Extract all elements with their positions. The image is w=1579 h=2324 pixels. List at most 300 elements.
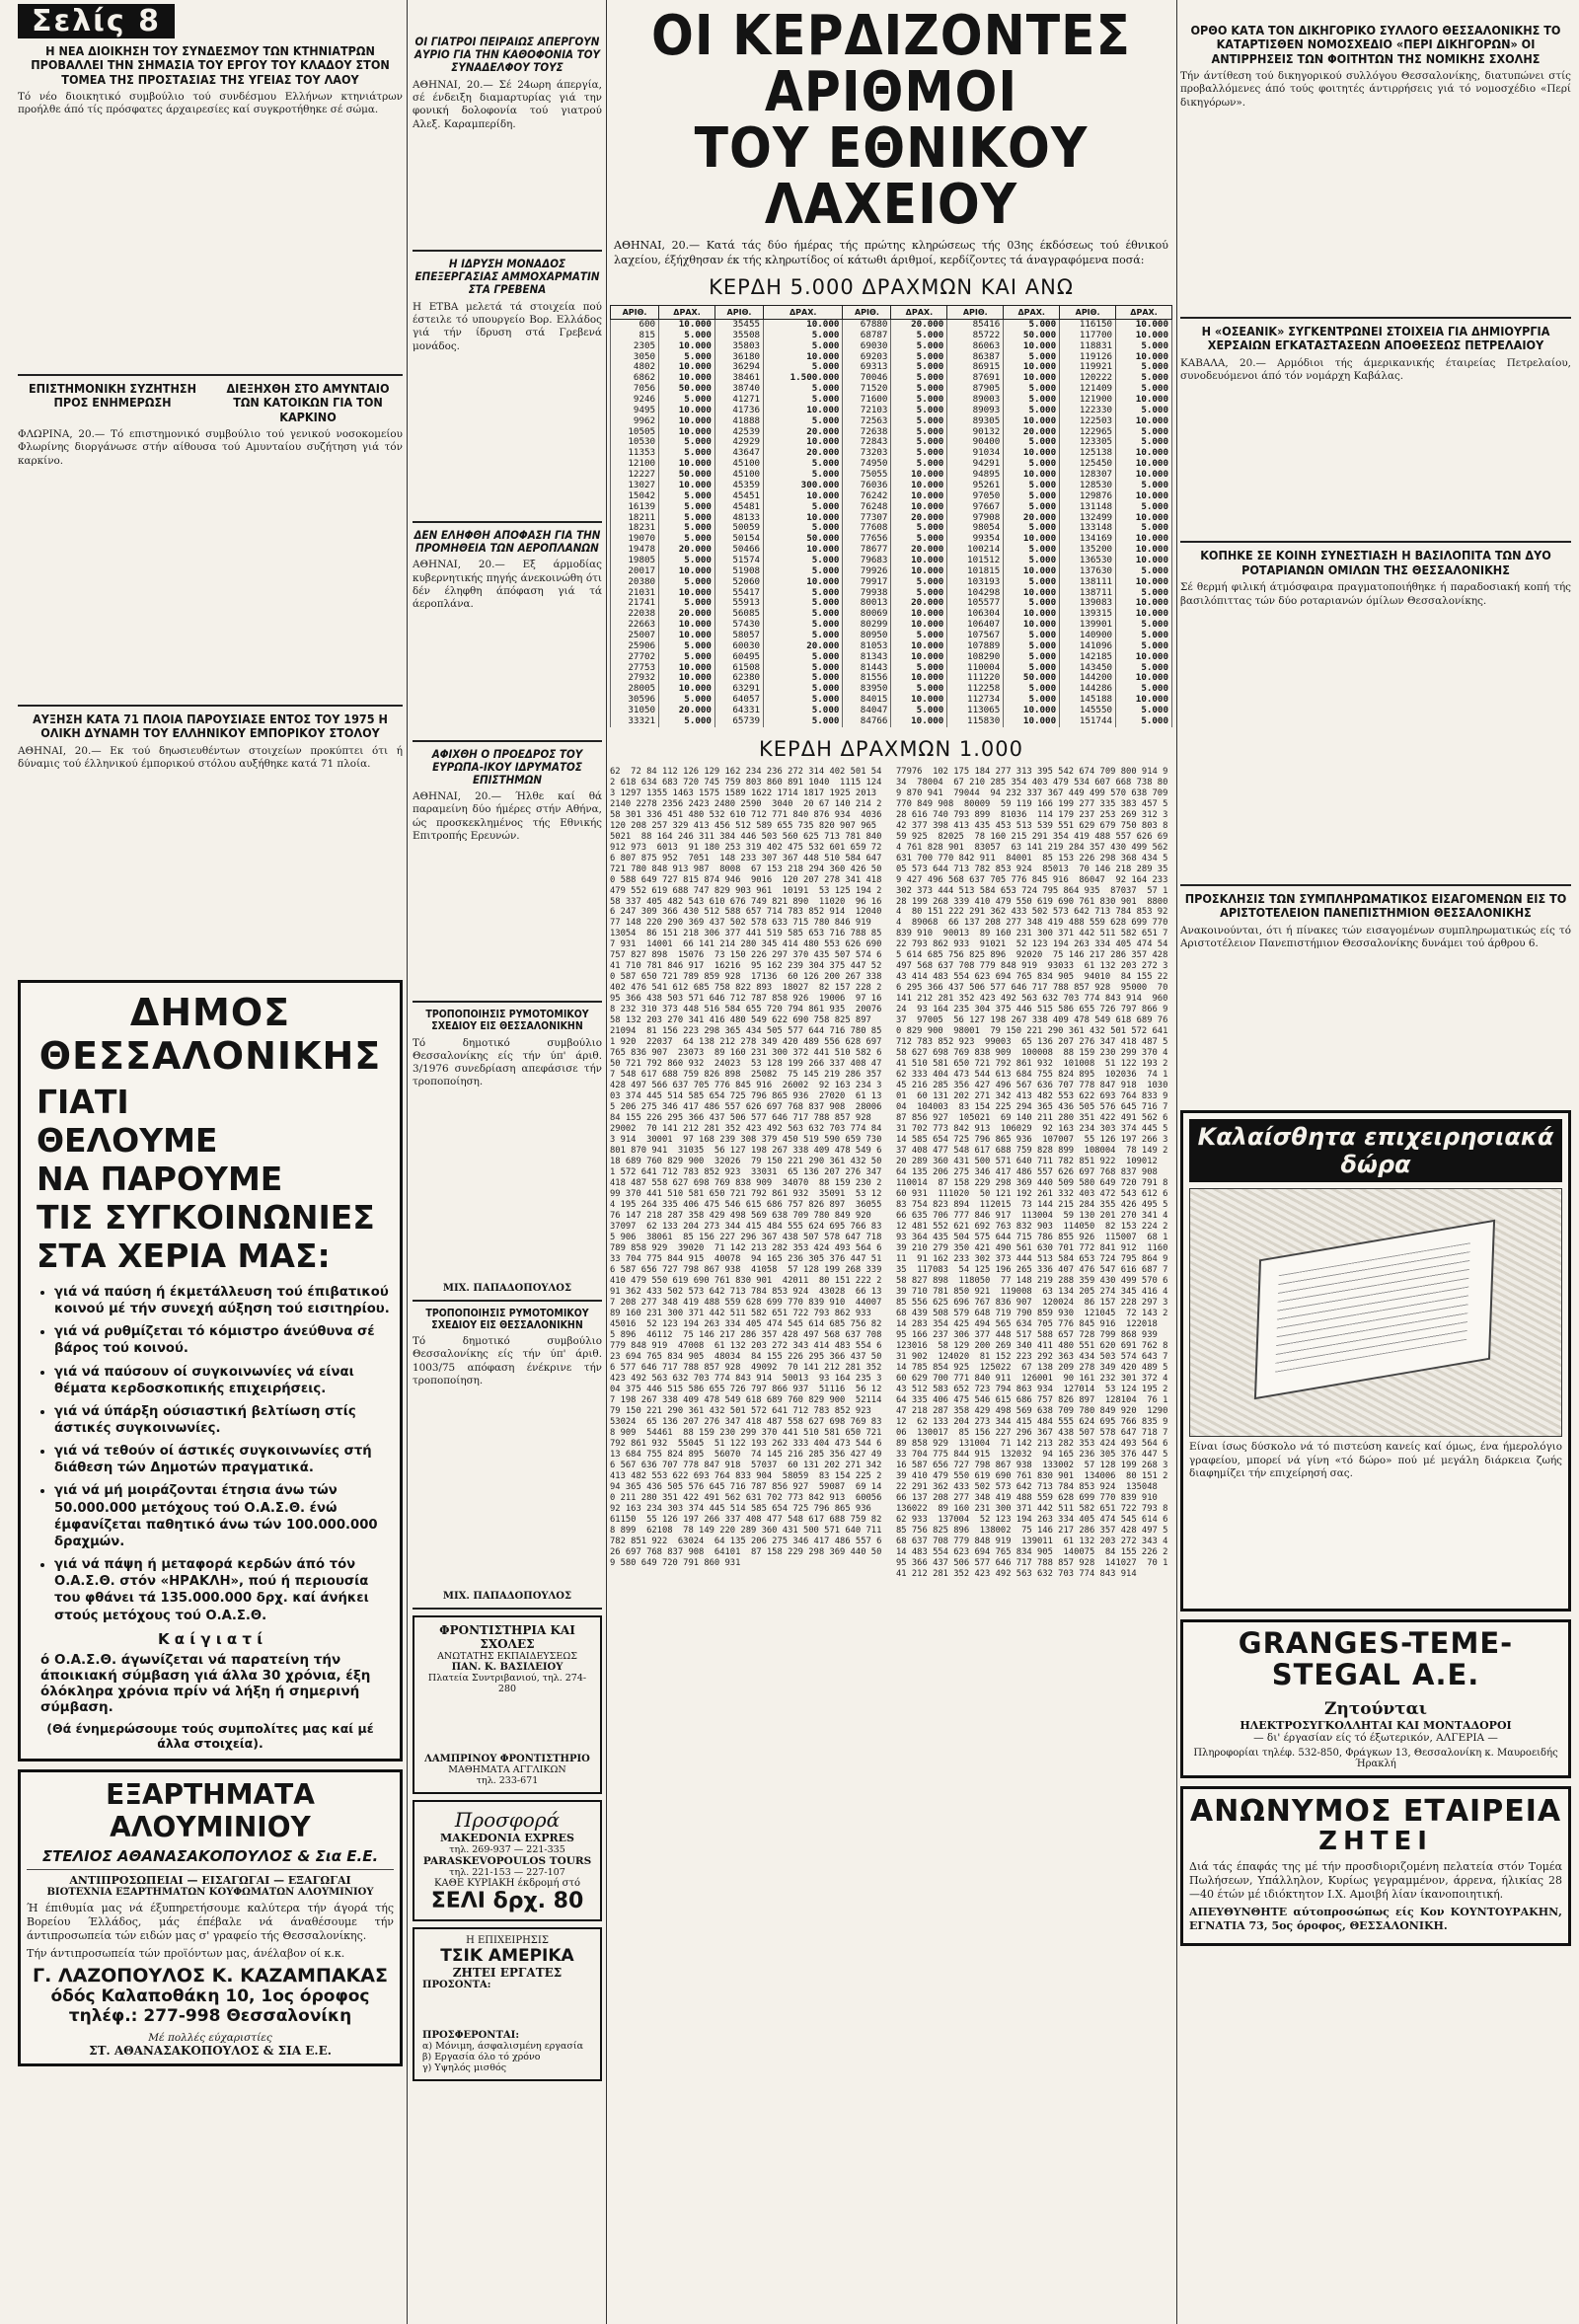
- ticket-number-cell: 71520: [843, 384, 891, 395]
- prize-amount-cell: 5.000: [659, 523, 715, 534]
- ticket-number-cell: 30596: [611, 695, 659, 706]
- reason-item: • γιά νά μή μοιράζονται έτησια άνω τών 50.000.000 μετόχους τού Ο.Α.Σ.Θ. ένώ έμφανίζεται παθητικό άνω τών 100.000.000 δραχμών.: [54, 1482, 392, 1550]
- ticket-number-cell: 815: [611, 331, 659, 341]
- ad-line: ΛΑΜΠΡΙΝΟΥ ΦΡΟΝΤΙΣΤΗΡΙΟ: [424, 1754, 590, 1765]
- prize-amount-cell: 10.000: [659, 320, 715, 331]
- prize-amount-cell: 20.000: [659, 706, 715, 716]
- ticket-number-cell: 97050: [947, 491, 1004, 502]
- ticket-number-cell: 21031: [611, 588, 659, 599]
- prize-amount-cell: 5.000: [764, 556, 843, 566]
- column-1: [18, 0, 403, 2074]
- section-heading: ΚΕΡΔΗ ΔΡΑΧΜΩΝ 1.000: [759, 736, 1023, 761]
- ticket-number-cell: 117700: [1060, 331, 1116, 341]
- prize-amount-cell: 10.000: [764, 406, 843, 416]
- ticket-number-cell: 100214: [947, 545, 1004, 556]
- small-prize-list-right: 77976 102 175 184 277 313 395 542 674 709 800 914 934 78004 67 210 285 354 403 479 534 607 668 738 809 870 941 79044 94 232 337 367 449 499 570 638 709 770 849 908 80009 59 119 166 199 277 335 383 457 528 616 740 793 899 81036 114 179 237 253 269 312 342 377 398 413 435 453 513 539 551 629 679 750 803 859 925 82025 78 160 215 291 354 419 488 557 626 694 761 828 901 83057 63 141 219 284 357 430 499 562 631 700 770 842 911 84001 85 153 226 298 368 434 505 573 644 713 782 853 924 85013 70 146 218 289 359 427 496 568 637 705 776 845 916 86047 92 164 233 302 373 444 513 584 653 724 795 864 935 87037 57 128 199 268 339 410 479 550 619 690 761 830 901 88004 80 151 222 291 362 433 502 573 642 713 784 853 924 89068 66 137 208 277 348 419 488 559 628 699 770 839 910 90013 89 160 231 300 371 442 511 582 651 722 793 862 933 91021 52 123 194 263 334 405 474 545 614 685 756 825 896 92020 75 146 217 286 357 428 497 568 637 708 779 848 919 93033 61 132 203 272 343 414 483 554 623 694 765 834 905 94010 84 155 226 295 366 437 506 577 646 717 788 857 928 95000 70 141 212 281 352 423 492 563 632 703 774 843 914 96024 93 164 235 304 375 446 515 586 655 726 797 866 937 97005 56 127 198 267 338 409 478 549 618 689 760 829 900 98001 79 150 221 290 361 432 501 572 641 712 783 852 923 99003 65 136 207 276 347 418 487 558 627 698 769 838 909 100008 88 159 230 299 370 441 510 581 650 721 792 861 932 101008 51 122 193 262 333 404 473 544 613 684 755 824 895 102036 74 145 216 285 356 427 496 567 636 707 778 847 918 103001 60 131 202 271 342 413 482 553 622 693 764 833 904 104003 83 154 225 294 365 436 505 576 645 716 787 856 927 105021 69 140 211 280 351 422 491 562 631 702 773 842 913 106029 92 163 234 303 374 445 514 585 654 725 796 865 936 107007 55 126 197 266 337 408 477 548 617 688 759 828 899 108004 78 149 220 289 360 431 500 571 640 711 782 851 922 109012 64 135 206 275 346 417 486 557 626 697 768 837 908 110014 87 158 229 298 369 440 509 580 649 720 791 860 931 111020 50 121 192 261 332 403 472 543 612 683 754 823 894 112015 73 144 215 284 355 426 495 566 635 706 777 846 917 113004 59 130 201 270 341 412 481 552 621 692 763 832 903 114050 82 153 224 293 364 435 504 575 644 715 786 855 926 115007 68 139 210 279 350 421 490 561 630 701 772 841 912 116011 91 162 233 302 373 444 513 584 653 724 795 864 935 117083 54 125 196 265 336 407 476 547 616 687 758 827 898 118050 77 148 219 288 359 430 499 570 639 710 781 850 921 119008 63 134 205 274 345 416 485 556 625 696 767 836 907 120024 86 157 228 297 368 439 508 579 648 719 790 859 930 121045 72 143 214 283 354 425 494 565 634 705 776 845 916 122018 95 166 237 306 377 448 517 588 657 728 799 868 939 123016 58 129 200 269 340 411 480 551 620 691 762 831 902 124020 81 152 223 292 363 434 503 574 643 714 785 854 925 125022 67 138 209 278 349 420 489 560 629 700 771 840 911 126001 90 161 232 301 372 443 512 583 652 723 794 863 934 127014 53 124 195 264 335 406 475 546 615 686 757 826 897 128104 76 147 218 287 358 429 498 569 638 709 780 849 920 129012 62 133 204 273 344 415 484 555 624 695 766 835 906 130017 85 156 227 296 367 438 507 578 647 718 789 858 929 131004 71 142 213 282 353 424 493 564 633 704 775 844 915 132032 94 165 236 305 376 447 516 587 656 727 798 867 938 133002 57 128 199 268 339 410 479 550 619 690 761 830 901 134006 80 151 222 291 362 433 502 573 642 713 784 853 924 135048 66 137 208 277 348 419 488 559 628 699 770 839 910 136022 89 160 231 300 371 442 511 582 651 722 793 862 933 137004 52 123 194 263 334 405 474 545 614 685 756 825 896 138002 75 146 217 286 357 428 497 568 637 708 779 848 919 139011 61 132 203 272 343 414 483 554 623 694 765 834 905 140075 84 155 226 295 366 437 506 577 646 717 788 857 928 141027 70 141 212 281 352 423 492 563 632 703 774 843 914: [896, 766, 1173, 1579]
- prize-amount-cell: 10.000: [659, 373, 715, 384]
- prize-amount-cell: 5.000: [1116, 437, 1172, 448]
- ad-subheading: Κ α ί γ ι α τ ί: [157, 1629, 263, 1648]
- ticket-number-cell: 9495: [611, 406, 659, 416]
- prize-amount-cell: 10.000: [659, 406, 715, 416]
- headline: ΕΠΙΣΤΗΜΟΝΙΚΗ ΣΥΖΗΤΗΣΗ ΠΡΟΣ ΕΝΗΜΕΡΩΣΗ: [28, 380, 196, 411]
- prize-amount-cell: 10.000: [891, 502, 947, 513]
- ad-line: ΠΡΟΣΟΝΤΑ:: [422, 1980, 491, 1991]
- ticket-number-cell: 139901: [1060, 620, 1116, 631]
- ticket-number-cell: 103193: [947, 577, 1004, 588]
- prize-amount-cell: 5.000: [1116, 362, 1172, 373]
- ticket-number-cell: 106407: [947, 620, 1004, 631]
- prize-amount-cell: 5.000: [1004, 652, 1060, 663]
- ad-item: γ) Υψηλός μισθός: [422, 2062, 507, 2074]
- table-column-header: ΔΡΑΧ.: [764, 306, 843, 320]
- ticket-number-cell: 45100: [714, 470, 763, 481]
- ticket-number-cell: 81556: [843, 673, 891, 684]
- prize-amount-cell: 5.000: [764, 706, 843, 716]
- ticket-number-cell: 64331: [714, 706, 763, 716]
- ticket-number-cell: 4802: [611, 362, 659, 373]
- ticket-number-cell: 38461: [714, 373, 763, 384]
- ad-line: — δι' έργασίαν είς τό έξωτερικόν, ΑΛΓΕΡΙΑ —: [1253, 1731, 1498, 1744]
- prize-amount-cell: 10.000: [1004, 341, 1060, 352]
- article-body-placeholder: [1180, 113, 1571, 311]
- ticket-number-cell: 86915: [947, 362, 1004, 373]
- prize-amount-cell: 20.000: [1004, 513, 1060, 524]
- table-column-header: ΑΡΙΘ.: [611, 306, 659, 320]
- ticket-number-cell: 21741: [611, 598, 659, 609]
- ticket-number-cell: 55913: [714, 598, 763, 609]
- prize-amount-cell: 5.000: [1004, 491, 1060, 502]
- ticket-number-cell: 89003: [947, 395, 1004, 406]
- prize-amount-cell: 5.000: [891, 631, 947, 641]
- prize-amount-cell: 5.000: [1004, 352, 1060, 363]
- ticket-number-cell: 33321: [611, 716, 659, 727]
- ad-title: ΤΣΙΚ ΑΜΕΡΙΚΑ: [440, 1946, 574, 1967]
- desk-calendar-image: [1189, 1188, 1562, 1437]
- headline-continued: ΔΙΕΞΗΧΘΗ ΣΤΟ ΑΜΥΝΤΑΙΟ ΤΩΝ ΚΑΤΟΙΚΩΝ ΓΙΑ ΤΟΝ ΚΑΡΚΙΝΟ: [226, 380, 390, 424]
- prize-amount-cell: 300.000: [764, 481, 843, 491]
- ticket-number-cell: 125450: [1060, 459, 1116, 470]
- prize-amount-cell: 5.000: [891, 384, 947, 395]
- ad-closing: ό Ο.Α.Σ.Θ. άγωνίζεται νά παρατείνη τήν άποικιακή σύμβαση γιά άλλα 30 χρόνια, έξη όλόκληρα χρόνια πρίν νά λήξη ή σημερινή σύμβαση.: [40, 1651, 371, 1715]
- table-row: [611, 491, 1172, 502]
- ad-text: Είναι ίσως δύσκολο νά τό πιστεύση κανείς καί όμως, ένα ήμερολόγιο γραφείου, μπορεί νά γίνη «τό δώρο» πού μέ μεγάλη διάρκεια ζωής διαφημίζει τήν επιχείρησή σας.: [1189, 1441, 1562, 1479]
- ticket-number-cell: 91034: [947, 448, 1004, 459]
- table-row: [611, 716, 1172, 727]
- prize-amount-cell: 10.000: [1004, 373, 1060, 384]
- prize-amount-cell: 5.000: [891, 437, 947, 448]
- prize-amount-cell: 10.000: [1116, 534, 1172, 545]
- prize-amount-cell: 5.000: [764, 695, 843, 706]
- prize-amount-cell: 10.000: [764, 491, 843, 502]
- prize-amount-cell: 10.000: [1004, 416, 1060, 427]
- ad-title: ΕΞΑΡΤΗΜΑΤΑ ΑΛΟΥΜΙΝΙΟΥ: [106, 1777, 315, 1843]
- ad-body-placeholder: [422, 1694, 592, 1754]
- ticket-number-cell: 144200: [1060, 673, 1116, 684]
- ticket-number-cell: 85416: [947, 320, 1004, 331]
- prize-amount-cell: 20.000: [891, 513, 947, 524]
- ticket-number-cell: 83950: [843, 684, 891, 695]
- column-3-lottery: [610, 0, 1172, 1580]
- ticket-number-cell: 133148: [1060, 523, 1116, 534]
- prize-amount-cell: 5.000: [764, 384, 843, 395]
- prize-amount-cell: 5.000: [764, 588, 843, 599]
- ticket-number-cell: 84047: [843, 706, 891, 716]
- table-row: [611, 502, 1172, 513]
- prize-amount-cell: 10.000: [1004, 716, 1060, 727]
- ticket-number-cell: 140900: [1060, 631, 1116, 641]
- prize-amount-cell: 10.000: [1116, 416, 1172, 427]
- prize-amount-cell: 20.000: [659, 609, 715, 620]
- ticket-number-cell: 42539: [714, 427, 763, 438]
- ad-line: Η ΕΠΙΧΕΙΡΗΣΙΣ: [466, 1935, 549, 1947]
- ticket-number-cell: 27932: [611, 673, 659, 684]
- reason-item: • γιά νά ρυθμίζεται τό κόμιστρο άνεύθυνα σέ βάρος τού κοινού.: [54, 1323, 392, 1357]
- ticket-number-cell: 106304: [947, 609, 1004, 620]
- prize-amount-cell: 5.000: [891, 588, 947, 599]
- prize-amount-cell: 5.000: [659, 716, 715, 727]
- prize-amount-cell: 5.000: [1004, 598, 1060, 609]
- prize-amount-cell: 5.000: [891, 406, 947, 416]
- prize-amount-cell: 5.000: [1116, 502, 1172, 513]
- ad-text: Τήν άντιπροσωπεία τών προϊόντων μας, άνέλαβον οί κ.κ.: [27, 1946, 345, 1960]
- ticket-number-cell: 137630: [1060, 566, 1116, 577]
- ticket-number-cell: 41271: [714, 395, 763, 406]
- ad-agents: Γ. ΛΑΖΟΠΟΥΛΟΣ Κ. ΚΑΖΑΜΠΑΚΑΣ: [33, 1965, 388, 1987]
- prize-amount-cell: 5.000: [1116, 716, 1172, 727]
- ticket-number-cell: 122965: [1060, 427, 1116, 438]
- prize-amount-cell: 5.000: [1004, 631, 1060, 641]
- ticket-number-cell: 108290: [947, 652, 1004, 663]
- ticket-number-cell: 138111: [1060, 577, 1116, 588]
- prize-amount-cell: 5.000: [659, 695, 715, 706]
- headline: ΟΡΘΟ ΚΑΤΑ ΤΟΝ ΔΙΚΗΓΟΡΙΚΟ ΣΥΛΛΟΓΟ ΘΕΣΣΑΛΟΝΙΚΗΣ ΤΟ ΚΑΤΑΡΤΙΣΘΕΝ ΝΟΜΟΣΧΕΔΙΟ «ΠΕΡΙ ΔΙΚΗΓΟΡΩΝ» ΟΙ ΑΝΤΙΡΡΗΣΕΙΣ ΤΩΝ ΦΟΙΤΗΤΩΝ ΤΗΣ ΝΟΜΙΚΗΣ ΣΧΟΛΗΣ: [1190, 23, 1561, 66]
- article-town-plan-2: [413, 1308, 602, 1602]
- prize-amount-cell: 10.000: [659, 673, 715, 684]
- ad-line: τηλ. 233-671: [476, 1775, 539, 1787]
- table-row: [611, 652, 1172, 663]
- prize-amount-cell: 5.000: [1116, 588, 1172, 599]
- prize-amount-cell: 10.000: [764, 513, 843, 524]
- article-lead: ΑΘΗΝΑΙ, 20.— Εξ άρμοδίας κυβερνητικής πηγής άνεκοινώθη ότι δέν έληφθη άπόφαση γιά τά άεροπλάνα.: [413, 559, 602, 611]
- ticket-number-cell: 27753: [611, 663, 659, 674]
- ticket-number-cell: 64057: [714, 695, 763, 706]
- ticket-number-cell: 94291: [947, 459, 1004, 470]
- prize-amount-cell: 5.000: [1116, 566, 1172, 577]
- ticket-number-cell: 18231: [611, 523, 659, 534]
- prize-amount-cell: 10.000: [659, 362, 715, 373]
- prize-amount-cell: 5.000: [1004, 523, 1060, 534]
- ticket-number-cell: 51574: [714, 556, 763, 566]
- prize-amount-cell: 5.000: [659, 598, 715, 609]
- ad-line: ΑΝΩΤΑΤΗΣ ΕΚΠΑΙΔΕΥΣΕΩΣ: [437, 1651, 577, 1663]
- article-body-placeholder: [413, 847, 602, 995]
- prize-amount-cell: 5.000: [891, 416, 947, 427]
- prize-amount-cell: 5.000: [1116, 427, 1172, 438]
- ticket-number-cell: 86387: [947, 352, 1004, 363]
- main-headline-line: ΟΙ ΚΕΡΔΙΖΟΝΤΕΣ ΑΡΙΘΜΟΙ: [651, 4, 1131, 125]
- ticket-number-cell: 79917: [843, 577, 891, 588]
- ticket-number-cell: 86063: [947, 341, 1004, 352]
- article-oceanic: [1180, 325, 1571, 535]
- prize-amount-cell: 10.000: [1116, 331, 1172, 341]
- prize-amount-cell: 1.500.000: [764, 373, 843, 384]
- article-aircraft: [413, 529, 602, 734]
- prize-amount-cell: 5.000: [891, 534, 947, 545]
- article-lead: Η ΕΤΒΑ μελετά τά στοιχεία πού έστειλε τό υπουργείο Βορ. Ελλάδος γιά τήν ίδρυση στά Γρεβενά μονάδος.: [413, 300, 602, 352]
- ticket-number-cell: 89093: [947, 406, 1004, 416]
- ad-business-gifts: [1180, 1110, 1571, 1612]
- article-lead: Ανακοινούνται, ότι ή πίνακες τών εισαγομένων συμπληρωματικώς είς τό Αριστοτέλειον Πανεπιστήμιον Θεσσαλονίκης δυνάμει τού άρθρου 6.: [1180, 924, 1571, 949]
- ticket-number-cell: 121900: [1060, 395, 1116, 406]
- prize-amount-cell: 5.000: [659, 448, 715, 459]
- ticket-number-cell: 98054: [947, 523, 1004, 534]
- prize-amount-cell: 10.000: [1116, 352, 1172, 363]
- ticket-number-cell: 65739: [714, 716, 763, 727]
- ticket-number-cell: 55417: [714, 588, 763, 599]
- ad-granges: [1180, 1619, 1571, 1778]
- prize-amount-cell: 10.000: [1116, 448, 1172, 459]
- ticket-number-cell: 70046: [843, 373, 891, 384]
- ticket-number-cell: 10505: [611, 427, 659, 438]
- ticket-number-cell: 136530: [1060, 556, 1116, 566]
- prize-amount-cell: 5.000: [764, 502, 843, 513]
- ad-line: ΠΑΝ. Κ. ΒΑΣΙΛΕΙΟΥ: [451, 1662, 564, 1674]
- prize-amount-cell: 5.000: [764, 362, 843, 373]
- ticket-number-cell: 58057: [714, 631, 763, 641]
- ad-text: Διά τάς έπαφάς της μέ τήν προσδιοριζομένη πελατεία στόν Τομέα Πωλήσεων, Υπάλληλον, Κυρίως γεγραμμένον, άρρενα, ήλικίας 28—40 έτών μέ ιδιόκτητον Ι.Χ. Αμοιβή λίαν ίκανοποιητική.: [1189, 1859, 1562, 1901]
- ticket-number-cell: 94895: [947, 470, 1004, 481]
- article-body-placeholder: [18, 472, 403, 699]
- prize-amount-cell: 10.000: [659, 459, 715, 470]
- ticket-number-cell: 18211: [611, 513, 659, 524]
- prize-amount-cell: 50.000: [1004, 331, 1060, 341]
- ticket-number-cell: 35455: [714, 320, 763, 331]
- ticket-number-cell: 145550: [1060, 706, 1116, 716]
- ticket-number-cell: 76248: [843, 502, 891, 513]
- ticket-number-cell: 84766: [843, 716, 891, 727]
- ad-title: ΑΝΩΝΥΜΟΣ ΕΤΑΙΡΕΙΑ: [1189, 1793, 1562, 1829]
- prize-amount-cell: 5.000: [659, 491, 715, 502]
- ad-agency: PARASKEVOPOULOS TOURS: [422, 1855, 592, 1868]
- prize-amount-cell: 5.000: [891, 577, 947, 588]
- headline: ΤΡΟΠΟΠΟΙΗΣΙΣ ΡΥΜΟΤΟΜΙΚΟΥ ΣΧΕΔΙΟΥ ΕΙΣ ΘΕΣΣΑΛΟΝΙΚΗΝ: [425, 1307, 589, 1331]
- prize-amount-cell: 10.000: [764, 437, 843, 448]
- ticket-number-cell: 80013: [843, 598, 891, 609]
- ad-line: Πλατεία Συντριβανιού, τηλ. 274-280: [427, 1673, 587, 1695]
- ad-subtitle: Ζητούνται: [1324, 1698, 1427, 1719]
- ticket-number-cell: 142185: [1060, 652, 1116, 663]
- prize-amount-cell: 10.000: [1116, 491, 1172, 502]
- table-row: [611, 416, 1172, 427]
- ticket-number-cell: 112734: [947, 695, 1004, 706]
- reasons-list: [29, 1284, 392, 1624]
- lottery-lead: ΑΘΗΝΑΙ, 20.— Κατά τάς δύο ήμέρας τής πρώτης κληρώσεως τής 03ης έκδόσεως τού έθνικού λαχείου, έξήχθησαν έκ τής κληρωτίδος οί κάτωθι άριθμοί, κερδίζοντες τά άναγραφόμενα ποσά:: [614, 239, 1168, 266]
- prize-amount-cell: 10.000: [1116, 577, 1172, 588]
- ad-agency: MAKEDONIA EXPRES: [439, 1832, 574, 1845]
- ticket-number-cell: 6862: [611, 373, 659, 384]
- ticket-number-cell: 45451: [714, 491, 763, 502]
- prize-amount-cell: 10.000: [891, 609, 947, 620]
- headline: ΟΙ ΓΙΑΤΡΟΙ ΠΕΙΡΑΙΩΣ ΑΠΕΡΓΟΥΝ ΑΥΡΙΟ ΓΙΑ ΤΗΝ ΚΑΘΟΦΟΝΙΑ ΤΟΥ ΣΥΝΑΔΕΛΦΟΥ ΤΟΥΣ: [414, 35, 600, 75]
- ticket-number-cell: 43647: [714, 448, 763, 459]
- ticket-number-cell: 77656: [843, 534, 891, 545]
- ad-municipality-thessaloniki: [18, 980, 403, 1762]
- headline: ΑΥΞΗΣΗ ΚΑΤΑ 71 ΠΛΟΙΑ ΠΑΡΟΥΣΙΑΣΕ ΕΝΤΟΣ ΤΟΥ 1975 Η ΟΛΙΚΗ ΔΥΝΑΜΗ ΤΟΥ ΕΛΛΗΝΙΚΟΥ ΕΜΠΟΡΙΚΟΥ ΣΤΟΛΟΥ: [33, 711, 388, 741]
- ticket-number-cell: 85722: [947, 331, 1004, 341]
- slogan-line: ΘΕΛΟΥΜΕ: [37, 1121, 218, 1161]
- ticket-number-cell: 60030: [714, 641, 763, 652]
- ticket-number-cell: 121409: [1060, 384, 1116, 395]
- ticket-number-cell: 79926: [843, 566, 891, 577]
- prize-amount-cell: 5.000: [891, 706, 947, 716]
- prize-amount-cell: 5.000: [1004, 384, 1060, 395]
- prize-amount-cell: 10.000: [1116, 320, 1172, 331]
- ad-subtitle: ΖΗΤΕΙ ΕΡΓΑΤΕΣ: [452, 1966, 563, 1981]
- table-row: [611, 577, 1172, 588]
- ad-title: Καλαίσθητα επιχειρησιακά δώρα: [1189, 1119, 1562, 1182]
- prize-amount-cell: 10.000: [891, 470, 947, 481]
- prize-amount-cell: 5.000: [1004, 545, 1060, 556]
- column-4: [1180, 0, 1571, 1954]
- ticket-number-cell: 36180: [714, 352, 763, 363]
- prize-amount-cell: 5.000: [764, 631, 843, 641]
- main-headline-line: ΤΟΥ ΕΘΝΙΚΟΥ ΛΑΧΕΙΟΥ: [694, 116, 1089, 238]
- prize-amount-cell: 5.000: [764, 470, 843, 481]
- prize-amount-cell: 5.000: [764, 684, 843, 695]
- ticket-number-cell: 69313: [843, 362, 891, 373]
- ticket-number-cell: 101815: [947, 566, 1004, 577]
- ticket-number-cell: 122503: [1060, 416, 1116, 427]
- ad-title: ΔΗΜΟΣ ΘΕΣΣΑΛΟΝΙΚΗΣ: [38, 991, 382, 1079]
- prize-amount-cell: 10.000: [1116, 609, 1172, 620]
- ticket-number-cell: 125138: [1060, 448, 1116, 459]
- table-column-header: ΑΡΙΘ.: [843, 306, 891, 320]
- ticket-number-cell: 81443: [843, 663, 891, 674]
- article-bar-association: [1180, 24, 1571, 311]
- prize-amount-cell: 5.000: [764, 673, 843, 684]
- prize-amount-cell: 10.000: [1116, 395, 1172, 406]
- prize-amount-cell: 5.000: [891, 341, 947, 352]
- prize-amount-cell: 10.000: [891, 556, 947, 566]
- prize-amount-cell: 5.000: [891, 362, 947, 373]
- ticket-number-cell: 7056: [611, 384, 659, 395]
- prize-amount-cell: 5.000: [891, 448, 947, 459]
- prize-amount-cell: 5.000: [1116, 481, 1172, 491]
- prize-amount-cell: 5.000: [1116, 706, 1172, 716]
- ad-tsik-america: [413, 1927, 602, 2081]
- prize-amount-cell: 5.000: [764, 341, 843, 352]
- ad-note: (Θά ένημερώσουμε τούς συμπολίτες μας καί μέ άλλα στοιχεία).: [46, 1720, 374, 1751]
- prize-amount-cell: 5.000: [764, 523, 843, 534]
- prize-amount-cell: 5.000: [764, 652, 843, 663]
- prize-amount-cell: 50.000: [764, 534, 843, 545]
- ticket-number-cell: 22663: [611, 620, 659, 631]
- ticket-number-cell: 72563: [843, 416, 891, 427]
- ad-text: Ή έπιθυμία μας νά έξυπηρετήσουμε καλύτερα τήν άγορά τής Βορείου Έλλάδος, μάς έπέβαλε νά άναθέσουμε τήν άντιπροσωπεία τών ειδών μας σ' γραφείο τής Θεσσαλονίκης.: [27, 1901, 394, 1942]
- ticket-number-cell: 84015: [843, 695, 891, 706]
- ticket-number-cell: 135200: [1060, 545, 1116, 556]
- prize-amount-cell: 10.000: [1116, 459, 1172, 470]
- signature: ΜΙΧ. ΠΑΠΑΔΟΠΟΥΛΟΣ: [442, 1282, 572, 1294]
- article-body-placeholder: [413, 135, 602, 244]
- prize-amount-cell: 5.000: [891, 352, 947, 363]
- prize-amount-cell: 5.000: [891, 459, 947, 470]
- prize-amount-cell: 10.000: [764, 320, 843, 331]
- prize-amount-cell: 50.000: [1004, 673, 1060, 684]
- prize-amount-cell: 5.000: [1004, 695, 1060, 706]
- ticket-number-cell: 41736: [714, 406, 763, 416]
- ticket-number-cell: 600: [611, 320, 659, 331]
- column-2: [413, 0, 602, 2087]
- prize-amount-cell: 10.000: [891, 491, 947, 502]
- ticket-number-cell: 38740: [714, 384, 763, 395]
- headline: ΤΡΟΠΟΠΟΙΗΣΙΣ ΡΥΜΟΤΟΜΙΚΟΥ ΣΧΕΔΙΟΥ ΕΙΣ ΘΕΣΣΑΛΟΝΙΚΗΝ: [425, 1009, 589, 1033]
- signature: ΜΙΧ. ΠΑΠΑΔΟΠΟΥΛΟΣ: [442, 1591, 572, 1603]
- ticket-number-cell: 111220: [947, 673, 1004, 684]
- prize-amount-cell: 10.000: [659, 566, 715, 577]
- article-lead: ΑΘΗΝΑΙ, 20.— Εκ τού δηωσιευθέντων στοιχείων προκύπτει ότι ή δύναμις τού έλληνικού έμπορικού στόλου αυξήθηκε κατά 71 πλοία.: [18, 744, 403, 770]
- ad-phone: τηλ. 221-153 — 227-107: [449, 1867, 565, 1879]
- ad-contact: ΑΠΕΥΘΥΝΘΗΤΕ αύτοπροσώπως είς Κον ΚΟΥΝΤΟΥΡΑΚΗΝ, ΕΓΝΑΤΙΑ 73, 5ος όροφος, ΘΕΣΣΑΛΟΝΙΚΗ.: [1189, 1905, 1562, 1932]
- article-lead: ΦΛΩΡΙΝΑ, 20.— Τό επιστημονικό συμβούλιο τού γενικού νοσοκομείου Φλωρίνης διοργάνωσε στήν αίθουσα τού Αμυνταίου συζήτηση γιά τόν καρκίνο.: [18, 427, 403, 467]
- ad-address: όδός Καλαποθάκη 10, 1ος όροφος: [50, 1987, 370, 2006]
- ticket-number-cell: 105577: [947, 598, 1004, 609]
- prize-amount-cell: 50.000: [659, 384, 715, 395]
- headline: ΠΡΟΣΚΛΗΣΙΣ ΤΩΝ ΣΥΜΠΛΗΡΩΜΑΤΙΚΟΣ ΕΙΣΑΓΟΜΕΝΩΝ ΕΙΣ ΤΟ ΑΡΙΣΤΟΤΕΛΕΙΟΝ ΠΑΝΕΠΙΣΤΗΜΙΟΝ ΘΕΣΣΑΛΟΝΙΚΗΣ: [1184, 890, 1567, 921]
- ticket-number-cell: 131148: [1060, 502, 1116, 513]
- ticket-number-cell: 72103: [843, 406, 891, 416]
- ticket-number-cell: 90132: [947, 427, 1004, 438]
- ad-line: ΜΑΘΗΜΑΤΑ ΑΓΓΛΙΚΩΝ: [448, 1764, 566, 1776]
- ticket-number-cell: 104298: [947, 588, 1004, 599]
- ticket-number-cell: 118831: [1060, 341, 1116, 352]
- reason-item: • γιά νά παύσουν οί συγκοινωνίες νά είναι θέματα κερδοσκοπικής επιχειρήσεις.: [54, 1364, 392, 1397]
- ticket-number-cell: 143450: [1060, 663, 1116, 674]
- headline: ΔΕΝ ΕΛΗΦΘΗ ΑΠΟΦΑΣΗ ΓΙΑ ΤΗΝ ΠΡΟΜΗΘΕΙΑ ΤΩΝ ΑΕΡΟΠΛΑΝΩΝ: [414, 527, 601, 556]
- article-lead: Σέ θερμή φιλική άτμόσφαιρα πραγματοποιήθηκε ή παραδοσιακή κοπή τής βασιλόπιττας τών δύο ροταριανών όμίλων Θεσσαλονίκης.: [1180, 581, 1571, 607]
- ticket-number-cell: 62380: [714, 673, 763, 684]
- prize-amount-cell: 5.000: [659, 437, 715, 448]
- prize-amount-cell: 10.000: [1116, 556, 1172, 566]
- table-column-header: ΔΡΑΧ.: [659, 306, 715, 320]
- reason-item: • γιά νά ύπάρξη ούσιαστική βελτίωση στίς άστικές συγκοινωνίες.: [54, 1403, 392, 1437]
- prize-amount-cell: 10.000: [891, 652, 947, 663]
- ticket-number-cell: 9962: [611, 416, 659, 427]
- slogan-line: ΓΙΑΤΙ: [37, 1083, 129, 1122]
- ticket-number-cell: 145188: [1060, 695, 1116, 706]
- ticket-number-cell: 97667: [947, 502, 1004, 513]
- prize-amount-cell: 5.000: [891, 427, 947, 438]
- article-body-placeholder: [413, 616, 602, 734]
- ticket-number-cell: 19478: [611, 545, 659, 556]
- prize-amount-cell: 5.000: [1116, 641, 1172, 652]
- article-university-invitation: [1180, 892, 1571, 1102]
- ticket-number-cell: 20017: [611, 566, 659, 577]
- ticket-number-cell: 45100: [714, 459, 763, 470]
- prize-amount-cell: 10.000: [659, 620, 715, 631]
- prize-amount-cell: 10.000: [1116, 652, 1172, 663]
- ticket-number-cell: 81343: [843, 652, 891, 663]
- article-body-placeholder: [18, 775, 403, 972]
- ticket-number-cell: 50059: [714, 523, 763, 534]
- ticket-number-cell: 113065: [947, 706, 1004, 716]
- ticket-number-cell: 115830: [947, 716, 1004, 727]
- prize-amount-cell: 5.000: [659, 641, 715, 652]
- ticket-number-cell: 99354: [947, 534, 1004, 545]
- prize-amount-cell: 20.000: [891, 598, 947, 609]
- prize-amount-cell: 5.000: [891, 523, 947, 534]
- prize-amount-cell: 10.000: [1116, 545, 1172, 556]
